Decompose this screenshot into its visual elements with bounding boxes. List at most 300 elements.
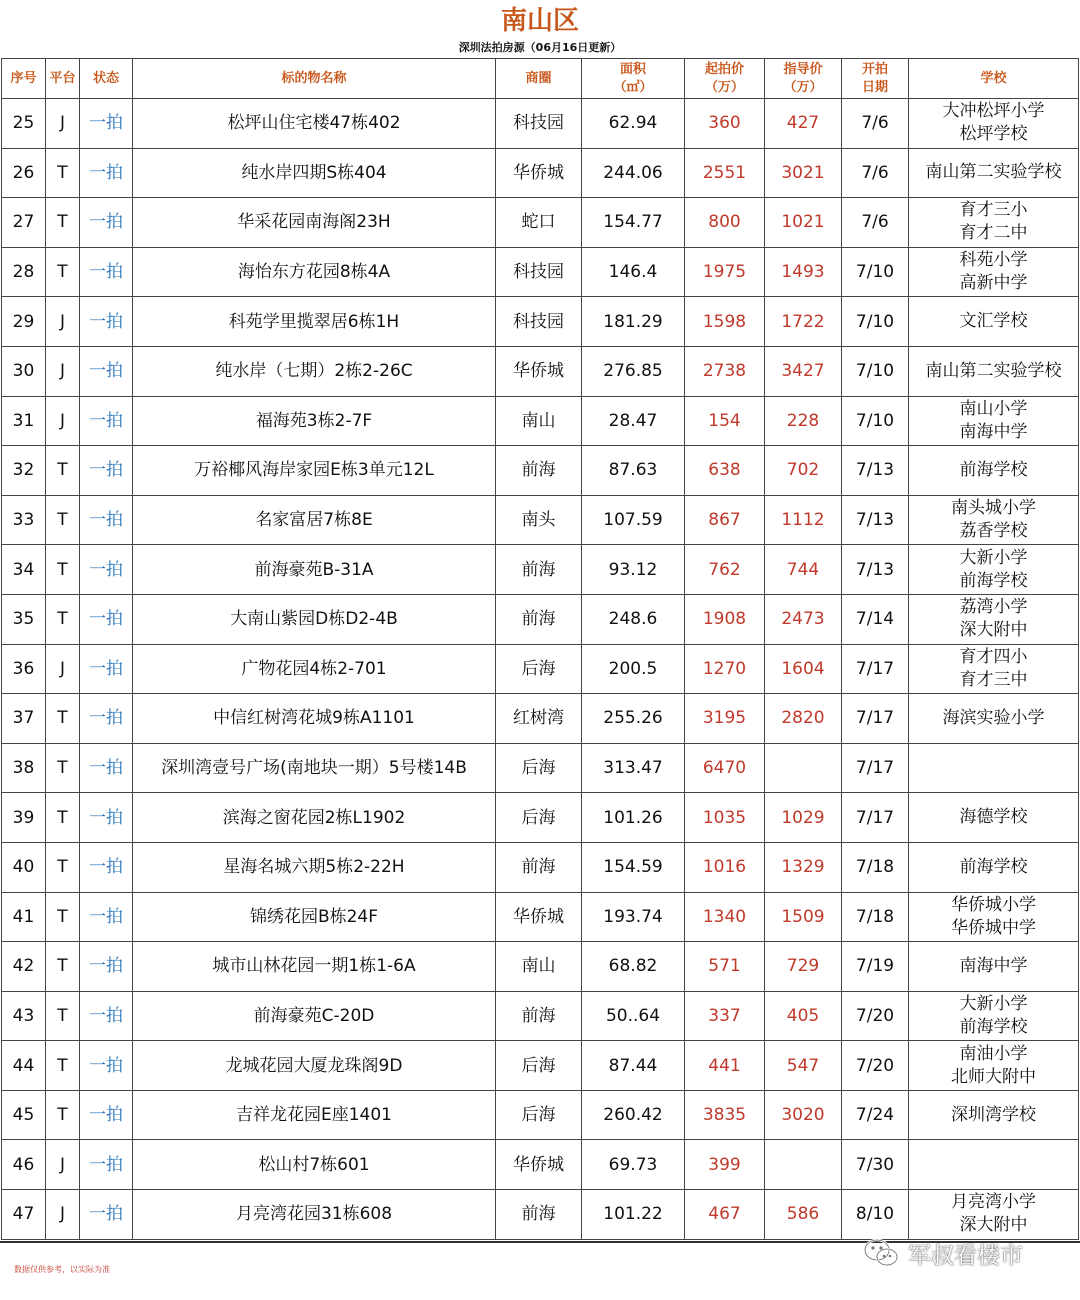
cell-district: 后海 <box>496 644 582 694</box>
cell-platform: T <box>46 446 80 496</box>
cell-guide-price: 3020 <box>765 1090 842 1140</box>
cell-property-name: 前海豪苑B-31A <box>133 545 496 595</box>
cell-guide-price <box>765 743 842 793</box>
cell-school <box>909 842 1079 892</box>
cell-district: 前海 <box>496 545 582 595</box>
cell-auction-date: 7/10 <box>842 297 909 347</box>
cell-school <box>909 297 1079 347</box>
cell-platform: J <box>46 1190 80 1240</box>
cell-school <box>909 942 1079 992</box>
cell-area: 181.29 <box>582 297 685 347</box>
table-row <box>2 495 1079 545</box>
cell-seq: 26 <box>2 148 46 198</box>
cell-area: 28.47 <box>582 396 685 446</box>
cell-start-price: 571 <box>685 942 765 992</box>
school-name: 科苑小学 <box>959 250 1028 271</box>
cell-auction-date: 7/13 <box>842 545 909 595</box>
cell-district: 前海 <box>496 842 582 892</box>
cell-auction-date: 7/24 <box>842 1090 909 1140</box>
watermark-text: 军叔看楼市 <box>908 1242 1023 1269</box>
cell-auction-date: 7/17 <box>842 644 909 694</box>
table-row <box>2 148 1079 198</box>
cell-status: 一拍 <box>80 297 133 347</box>
cell-seq: 29 <box>2 297 46 347</box>
header-school: 学校 <box>909 59 1079 99</box>
cell-area: 101.26 <box>582 793 685 843</box>
header-name: 标的物名称 <box>133 59 496 99</box>
header-date <box>842 59 909 99</box>
cell-school <box>909 247 1079 297</box>
cell-seq: 39 <box>2 793 46 843</box>
cell-seq: 42 <box>2 942 46 992</box>
cell-district: 南山 <box>496 396 582 446</box>
table-row <box>2 743 1079 793</box>
cell-district: 华侨城 <box>496 892 582 942</box>
cell-district: 后海 <box>496 793 582 843</box>
cell-start-price: 800 <box>685 198 765 248</box>
cell-guide-price: 1029 <box>765 793 842 843</box>
cell-start-price: 1035 <box>685 793 765 843</box>
cell-area: 146.4 <box>582 247 685 297</box>
cell-start-price: 3835 <box>685 1090 765 1140</box>
cell-school <box>909 743 1079 793</box>
cell-seq: 34 <box>2 545 46 595</box>
cell-status: 一拍 <box>80 892 133 942</box>
cell-school <box>909 1140 1079 1190</box>
cell-seq: 33 <box>2 495 46 545</box>
cell-guide-price: 702 <box>765 446 842 496</box>
cell-school <box>909 991 1079 1041</box>
cell-auction-date: 7/20 <box>842 1041 909 1091</box>
cell-status: 一拍 <box>80 1041 133 1091</box>
table-row <box>2 892 1079 942</box>
cell-property-name: 吉祥龙花园E座1401 <box>133 1090 496 1140</box>
cell-district: 科技园 <box>496 247 582 297</box>
cell-auction-date: 7/6 <box>842 99 909 149</box>
cell-status: 一拍 <box>80 594 133 644</box>
cell-seq: 32 <box>2 446 46 496</box>
cell-seq: 47 <box>2 1190 46 1240</box>
cell-status: 一拍 <box>80 1140 133 1190</box>
table-row <box>2 297 1079 347</box>
header-start-price <box>685 59 765 99</box>
cell-status: 一拍 <box>80 247 133 297</box>
cell-start-price: 1016 <box>685 842 765 892</box>
cell-auction-date: 7/14 <box>842 594 909 644</box>
school-name: 南油小学 <box>959 1043 1028 1064</box>
cell-seq: 37 <box>2 694 46 744</box>
table-row <box>2 842 1079 892</box>
cell-platform: J <box>46 99 80 149</box>
cell-start-price: 1975 <box>685 247 765 297</box>
footer-note: 数据仅供参考，以实际为准 <box>14 1265 110 1274</box>
cell-platform: J <box>46 346 80 396</box>
school-name: 月亮湾小学 <box>951 1192 1036 1213</box>
cell-district: 前海 <box>496 1190 582 1240</box>
school-name: 荔湾小学 <box>959 597 1028 618</box>
cell-property-name: 纯水岸四期S栋404 <box>133 148 496 198</box>
cell-start-price: 3195 <box>685 694 765 744</box>
cell-auction-date: 7/20 <box>842 991 909 1041</box>
cell-property-name: 深圳湾壹号广场(南地块一期）5号楼14B <box>133 743 496 793</box>
cell-auction-date: 7/17 <box>842 694 909 744</box>
cell-start-price: 2551 <box>685 148 765 198</box>
cell-guide-price: 2820 <box>765 694 842 744</box>
cell-area: 107.59 <box>582 495 685 545</box>
table-row <box>2 942 1079 992</box>
cell-area: 200.5 <box>582 644 685 694</box>
cell-school <box>909 148 1079 198</box>
cell-start-price: 6470 <box>685 743 765 793</box>
cell-guide-price: 1112 <box>765 495 842 545</box>
cell-seq: 40 <box>2 842 46 892</box>
table-row <box>2 991 1079 1041</box>
cell-property-name: 月亮湾花园31栋608 <box>133 1190 496 1240</box>
cell-platform: T <box>46 1090 80 1140</box>
cell-property-name: 纯水岸（七期）2栋2-26C <box>133 346 496 396</box>
cell-property-name: 大南山紫园D栋D2-4B <box>133 594 496 644</box>
cell-property-name: 广物花园4栋2-701 <box>133 644 496 694</box>
cell-district: 华侨城 <box>496 1140 582 1190</box>
cell-platform: T <box>46 892 80 942</box>
table-header <box>2 59 1079 99</box>
header-area-line2: （㎡） <box>613 79 653 95</box>
cell-auction-date: 7/10 <box>842 247 909 297</box>
school-name: 南头城小学 <box>951 498 1036 519</box>
header-platform: 平台 <box>46 59 80 99</box>
cell-property-name: 城市山林花园一期1栋1-6A <box>133 942 496 992</box>
cell-school <box>909 198 1079 248</box>
school-name: 前海学校 <box>959 1016 1028 1037</box>
cell-status: 一拍 <box>80 198 133 248</box>
cell-district: 华侨城 <box>496 148 582 198</box>
cell-auction-date: 7/10 <box>842 346 909 396</box>
school-name: 北师大附中 <box>951 1066 1036 1087</box>
cell-district: 后海 <box>496 743 582 793</box>
cell-district: 科技园 <box>496 297 582 347</box>
cell-property-name: 名家富居7栋8E <box>133 495 496 545</box>
school-name: 南山第二实验学校 <box>925 162 1062 183</box>
cell-area: 87.44 <box>582 1041 685 1091</box>
cell-auction-date: 7/13 <box>842 446 909 496</box>
header-area-line1: 面积 <box>619 61 646 77</box>
cell-status: 一拍 <box>80 793 133 843</box>
table-row <box>2 644 1079 694</box>
cell-guide-price: 3021 <box>765 148 842 198</box>
cell-seq: 36 <box>2 644 46 694</box>
cell-guide-price: 1021 <box>765 198 842 248</box>
header-date-line2: 日期 <box>861 79 888 95</box>
cell-start-price: 1908 <box>685 594 765 644</box>
table-row <box>2 1190 1079 1240</box>
cell-property-name: 海怡东方花园8栋4A <box>133 247 496 297</box>
cell-guide-price <box>765 1140 842 1190</box>
school-name: 海滨实验小学 <box>942 707 1045 728</box>
cell-property-name: 福海苑3栋2-7F <box>133 396 496 446</box>
cell-start-price: 154 <box>685 396 765 446</box>
school-name: 南山小学 <box>959 398 1028 419</box>
cell-platform: T <box>46 694 80 744</box>
cell-seq: 28 <box>2 247 46 297</box>
cell-district: 后海 <box>496 1090 582 1140</box>
cell-area: 244.06 <box>582 148 685 198</box>
table-row <box>2 198 1079 248</box>
table-row <box>2 446 1079 496</box>
cell-guide-price: 405 <box>765 991 842 1041</box>
school-name: 高新中学 <box>959 273 1028 294</box>
cell-auction-date: 7/17 <box>842 793 909 843</box>
cell-auction-date: 7/19 <box>842 942 909 992</box>
cell-auction-date: 7/18 <box>842 892 909 942</box>
school-name: 深圳湾学校 <box>951 1104 1036 1125</box>
cell-seq: 35 <box>2 594 46 644</box>
cell-seq: 45 <box>2 1090 46 1140</box>
cell-start-price: 360 <box>685 99 765 149</box>
cell-area: 50..64 <box>582 991 685 1041</box>
cell-area: 255.26 <box>582 694 685 744</box>
cell-area: 193.74 <box>582 892 685 942</box>
cell-auction-date: 7/18 <box>842 842 909 892</box>
school-name: 育才三小 <box>959 200 1028 221</box>
cell-guide-price: 1329 <box>765 842 842 892</box>
school-name: 深大附中 <box>959 620 1028 641</box>
school-name: 深大附中 <box>959 1215 1028 1236</box>
cell-seq: 43 <box>2 991 46 1041</box>
cell-school <box>909 892 1079 942</box>
cell-district: 蛇口 <box>496 198 582 248</box>
cell-guide-price: 729 <box>765 942 842 992</box>
cell-platform: T <box>46 842 80 892</box>
cell-seq: 44 <box>2 1041 46 1091</box>
cell-area: 101.22 <box>582 1190 685 1240</box>
table-row <box>2 1041 1079 1091</box>
cell-platform: T <box>46 198 80 248</box>
cell-area: 68.82 <box>582 942 685 992</box>
cell-status: 一拍 <box>80 148 133 198</box>
cell-guide-price: 1604 <box>765 644 842 694</box>
cell-seq: 27 <box>2 198 46 248</box>
table-row <box>2 247 1079 297</box>
cell-area: 248.6 <box>582 594 685 644</box>
cell-area: 154.59 <box>582 842 685 892</box>
cell-status: 一拍 <box>80 842 133 892</box>
cell-guide-price: 1493 <box>765 247 842 297</box>
cell-platform: J <box>46 1140 80 1190</box>
cell-district: 前海 <box>496 446 582 496</box>
header-status: 状态 <box>80 59 133 99</box>
school-name: 文汇学校 <box>959 311 1028 332</box>
cell-start-price: 638 <box>685 446 765 496</box>
cell-start-price: 867 <box>685 495 765 545</box>
cell-district: 南山 <box>496 942 582 992</box>
cell-platform: T <box>46 942 80 992</box>
school-name: 育才三中 <box>959 669 1028 690</box>
cell-district: 前海 <box>496 594 582 644</box>
cell-area: 260.42 <box>582 1090 685 1140</box>
header-start-line2: （万） <box>704 79 744 95</box>
cell-property-name: 松山村7栋601 <box>133 1140 496 1190</box>
cell-status: 一拍 <box>80 644 133 694</box>
cell-property-name: 科苑学里揽翠居6栋1H <box>133 297 496 347</box>
cell-status: 一拍 <box>80 1090 133 1140</box>
header-guide-line1: 指导价 <box>783 61 823 77</box>
header-district: 商圈 <box>496 59 582 99</box>
cell-start-price: 467 <box>685 1190 765 1240</box>
cell-start-price: 337 <box>685 991 765 1041</box>
cell-status: 一拍 <box>80 743 133 793</box>
cell-auction-date: 7/17 <box>842 743 909 793</box>
cell-district: 科技园 <box>496 99 582 149</box>
school-name: 海德学校 <box>959 807 1028 828</box>
cell-platform: T <box>46 1041 80 1091</box>
cell-school <box>909 793 1079 843</box>
table-row <box>2 1090 1079 1140</box>
cell-guide-price: 1722 <box>765 297 842 347</box>
cell-auction-date: 7/10 <box>842 396 909 446</box>
cell-guide-price: 744 <box>765 545 842 595</box>
cell-platform: T <box>46 991 80 1041</box>
cell-start-price: 2738 <box>685 346 765 396</box>
cell-property-name: 滨海之窗花园2栋L1902 <box>133 793 496 843</box>
cell-property-name: 中信红树湾花城9栋A1101 <box>133 694 496 744</box>
cell-school <box>909 495 1079 545</box>
cell-start-price: 1270 <box>685 644 765 694</box>
school-name: 荔香学校 <box>959 521 1028 542</box>
school-name: 大冲松坪小学 <box>942 101 1045 122</box>
cell-start-price: 1340 <box>685 892 765 942</box>
cell-auction-date: 7/6 <box>842 148 909 198</box>
cell-platform: T <box>46 495 80 545</box>
cell-status: 一拍 <box>80 396 133 446</box>
cell-area: 276.85 <box>582 346 685 396</box>
cell-area: 154.77 <box>582 198 685 248</box>
cell-status: 一拍 <box>80 495 133 545</box>
cell-start-price: 441 <box>685 1041 765 1091</box>
cell-seq: 30 <box>2 346 46 396</box>
cell-guide-price: 3427 <box>765 346 842 396</box>
header-seq: 序号 <box>2 59 46 99</box>
cell-status: 一拍 <box>80 346 133 396</box>
cell-school <box>909 1090 1079 1140</box>
cell-school <box>909 594 1079 644</box>
cell-auction-date: 7/30 <box>842 1140 909 1190</box>
cell-school <box>909 1190 1079 1240</box>
page-title: 南山区 <box>500 6 579 36</box>
cell-property-name: 前海豪苑C-20D <box>133 991 496 1041</box>
school-name: 育才四小 <box>959 646 1028 667</box>
school-name: 南山第二实验学校 <box>925 360 1062 381</box>
cell-seq: 31 <box>2 396 46 446</box>
cell-guide-price: 1509 <box>765 892 842 942</box>
header-date-line1: 开拍 <box>861 61 888 77</box>
school-name: 南海中学 <box>959 955 1028 976</box>
school-name: 华侨城小学 <box>951 894 1036 915</box>
cell-property-name: 松坪山住宅楼47栋402 <box>133 99 496 149</box>
school-name: 前海学校 <box>959 570 1028 591</box>
cell-platform: T <box>46 743 80 793</box>
cell-auction-date: 8/10 <box>842 1190 909 1240</box>
cell-property-name: 锦绣花园B栋24F <box>133 892 496 942</box>
cell-area: 69.73 <box>582 1140 685 1190</box>
table-row <box>2 1140 1079 1190</box>
cell-seq: 38 <box>2 743 46 793</box>
cell-guide-price: 2473 <box>765 594 842 644</box>
cell-seq: 25 <box>2 99 46 149</box>
cell-seq: 46 <box>2 1140 46 1190</box>
cell-district: 红树湾 <box>496 694 582 744</box>
cell-auction-date: 7/13 <box>842 495 909 545</box>
header-guide-price <box>765 59 842 99</box>
table-row <box>2 99 1079 149</box>
cell-platform: J <box>46 396 80 446</box>
school-name: 大新小学 <box>959 547 1028 568</box>
cell-status: 一拍 <box>80 942 133 992</box>
school-name: 前海学校 <box>959 856 1028 877</box>
listing-table <box>1 58 1079 1240</box>
table-row <box>2 396 1079 446</box>
cell-start-price: 1598 <box>685 297 765 347</box>
table-body <box>2 99 1079 1240</box>
cell-platform: T <box>46 247 80 297</box>
table-row <box>2 594 1079 644</box>
cell-start-price: 762 <box>685 545 765 595</box>
cell-district: 华侨城 <box>496 346 582 396</box>
cell-property-name: 星海名城六期5栋2-22H <box>133 842 496 892</box>
cell-school <box>909 346 1079 396</box>
table-row <box>2 346 1079 396</box>
school-name: 大新小学 <box>959 993 1028 1014</box>
header-guide-line2: （万） <box>783 79 823 95</box>
cell-property-name: 华采花园南海阁23H <box>133 198 496 248</box>
cell-platform: J <box>46 644 80 694</box>
cell-area: 87.63 <box>582 446 685 496</box>
cell-property-name: 龙城花园大厦龙珠阁9D <box>133 1041 496 1091</box>
cell-district: 前海 <box>496 991 582 1041</box>
cell-platform: T <box>46 545 80 595</box>
table-row <box>2 694 1079 744</box>
school-name: 南海中学 <box>959 421 1028 442</box>
cell-district: 后海 <box>496 1041 582 1091</box>
cell-property-name: 万裕椰风海岸家园E栋3单元12L <box>133 446 496 496</box>
cell-area: 313.47 <box>582 743 685 793</box>
cell-area: 93.12 <box>582 545 685 595</box>
school-name: 华侨城中学 <box>951 917 1036 938</box>
cell-guide-price: 427 <box>765 99 842 149</box>
cell-platform: T <box>46 594 80 644</box>
table-row <box>2 793 1079 843</box>
cell-school <box>909 694 1079 744</box>
school-name: 前海学校 <box>959 459 1028 480</box>
cell-guide-price: 547 <box>765 1041 842 1091</box>
cell-seq: 41 <box>2 892 46 942</box>
cell-school <box>909 99 1079 149</box>
cell-area: 62.94 <box>582 99 685 149</box>
cell-platform: T <box>46 148 80 198</box>
watermark <box>862 1236 1023 1270</box>
cell-school <box>909 644 1079 694</box>
cell-school <box>909 396 1079 446</box>
cell-school <box>909 446 1079 496</box>
header-area <box>582 59 685 99</box>
cell-status: 一拍 <box>80 991 133 1041</box>
cell-status: 一拍 <box>80 694 133 744</box>
school-name: 松坪学校 <box>959 124 1028 145</box>
cell-status: 一拍 <box>80 1190 133 1240</box>
cell-guide-price: 228 <box>765 396 842 446</box>
cell-platform: J <box>46 297 80 347</box>
school-name: 育才二中 <box>959 223 1028 244</box>
cell-platform: T <box>46 793 80 843</box>
